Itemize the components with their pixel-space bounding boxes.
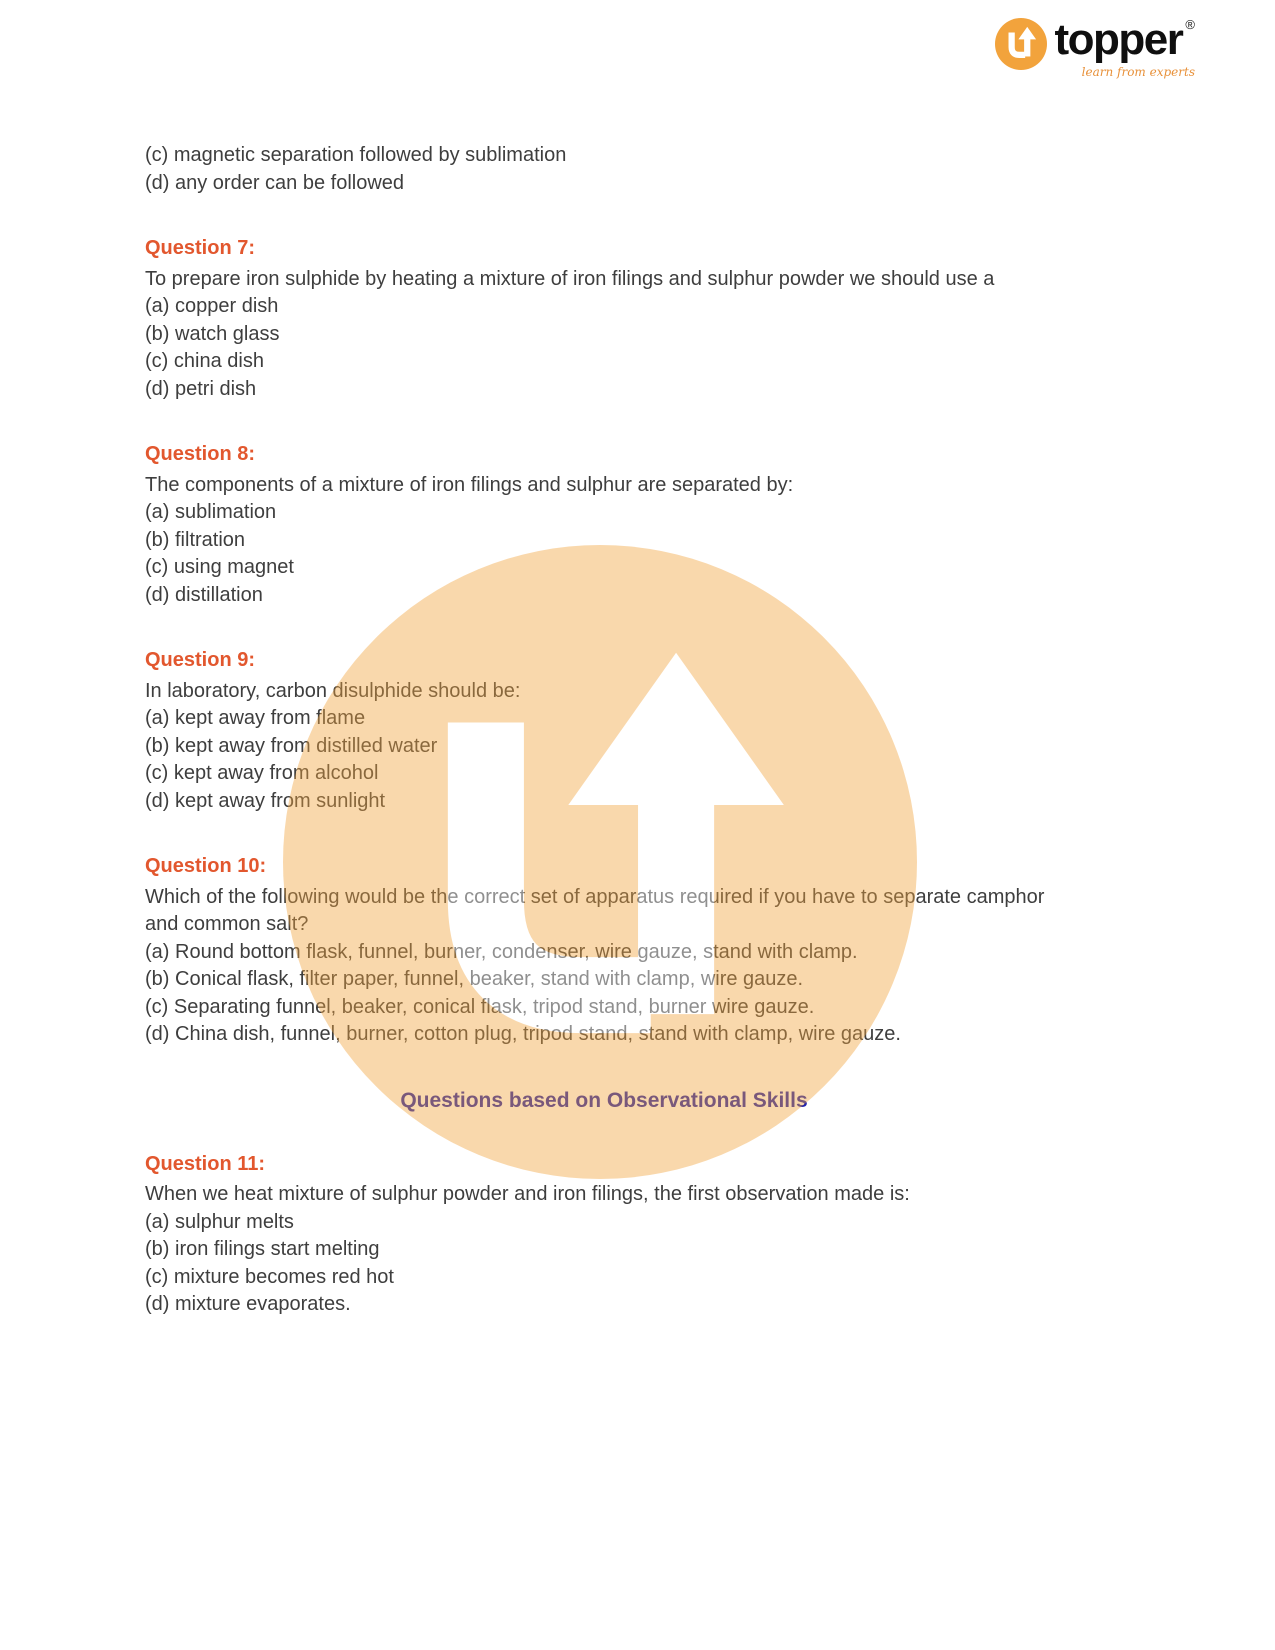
brand-text-group <box>1054 15 1195 79</box>
question-option: (d) kept away from sunlight <box>145 789 386 812</box>
question-option: (a) kept away from flame <box>145 707 366 729</box>
question-block-9 <box>145 647 1063 815</box>
question-option: (d) China dish, funnel, burner, cotton plug, tripod stand, stand with clamp, wire gauze. <box>145 1023 901 1045</box>
question-option: (d) petri dish <box>145 377 257 400</box>
question-option: (c) using magnet <box>145 556 294 578</box>
question-option: (a) copper dish <box>145 295 279 317</box>
question-option: (b) watch glass <box>145 322 280 345</box>
question-option: (a) sublimation <box>145 501 277 523</box>
registered-trademark-icon: ® <box>1185 17 1195 32</box>
question-option: (c) mixture becomes red hot <box>145 1265 394 1288</box>
question-option: (b) iron filings start melting <box>145 1238 380 1260</box>
question-heading: Question 8: <box>145 443 256 465</box>
question-heading: Question 11: <box>145 1152 266 1175</box>
question-heading: Question 10: <box>145 855 267 877</box>
option-line: (c) magnetic separation followed by sublimation <box>145 144 567 166</box>
question-option: (b) Conical flask, filter paper, funnel, beaker, stand with clamp, wire gauze. <box>145 968 804 990</box>
question-text: When we heat mixture of sulphur powder and iron filings, the first observation made is: <box>145 1183 910 1205</box>
brand-tagline: learn from experts <box>1081 65 1195 79</box>
question-option: (b) kept away from distilled water <box>145 734 438 757</box>
question-block-8 <box>145 441 1063 609</box>
page-content <box>145 142 1063 1319</box>
question-option: (a) sulphur melts <box>145 1210 294 1233</box>
section-heading: Questions based on Observational Skills <box>400 1088 808 1112</box>
question-block-7 <box>145 235 1063 403</box>
question-text: To prepare iron sulphide by heating a mixture of iron filings and sulphur powder we should use a <box>145 267 995 290</box>
question-text: The components of a mixture of iron filings and sulphur are separated by: <box>145 473 794 496</box>
question-option: (c) kept away from alcohol <box>145 762 379 784</box>
question-option: (c) Separating funnel, beaker, conical flask, tripod stand, burner wire gauze. <box>145 995 815 1018</box>
question-option: (d) distillation <box>145 583 263 606</box>
question-option: (d) mixture evaporates. <box>145 1293 351 1315</box>
utopper-logo-icon <box>995 18 1047 70</box>
brand-logo <box>995 15 1195 79</box>
question-block-11 <box>145 1151 1063 1319</box>
question-option: (b) filtration <box>145 528 246 551</box>
question-text: In laboratory, carbon disulphide should be: <box>145 679 521 702</box>
question-heading: Question 7: <box>145 237 256 259</box>
question-option: (c) china dish <box>145 350 264 372</box>
brand-name: topper <box>1054 15 1183 64</box>
question-heading: Question 9: <box>145 649 256 671</box>
question-option: (a) Round bottom flask, funnel, burner, condenser, wire gauze, stand with clamp. <box>145 940 858 963</box>
question-text: Which of the following would be the correct set of apparatus required if you have to separate camphor and common salt? <box>145 885 1045 935</box>
question-block-10 <box>145 853 1063 1049</box>
option-line: (d) any order can be followed <box>145 171 405 194</box>
